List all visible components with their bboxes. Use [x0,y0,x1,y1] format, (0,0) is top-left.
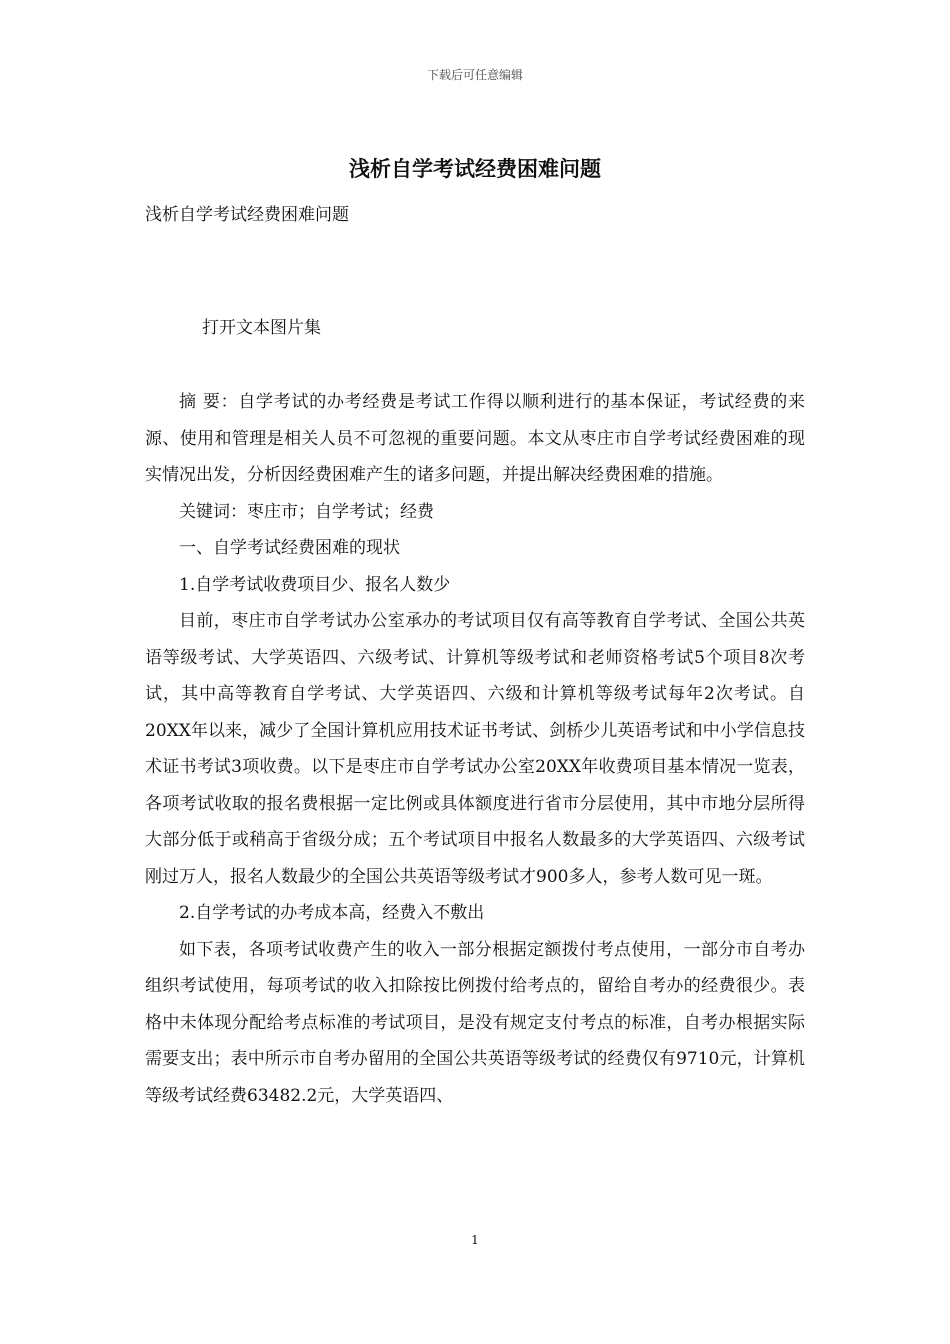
document-subtitle: 浅析自学考试经费困难问题 [145,205,349,225]
body-paragraph: 如下表，各项考试收费产生的收入一部分根据定额拨付考点使用，一部分市自考办组织考试使用，每项考试的收入扣除按比例拨付给考点的，留给自考办的经费很少。表格中未体现分配给考点标准的考试项目，是没有规定支付考点的标准，自考办根据实际需要支出；表中所示市自考办留用的全国公共英语等级考试的经费仅有9710元，计算机等级考试经费63482.2元，大学英语四、 [145,939,805,1106]
keywords-paragraph: 关键词：枣庄市；自学考试；经费 [179,501,434,522]
body-paragraph: 目前，枣庄市自学考试办公室承办的考试项目仅有高等教育自学考试、全国公共英语等级考试、大学英语四、六级考试、计算机等级考试和老师资格考试5个项目8次考试，其中高等教育自学考试、大学英语四、六级和计算机等级考试每年2次考试。自20XX年以来，减少了全国计算机应用技术证书考试、剑桥少儿英语考试和中小学信息技术证书考试3项收费。以下是枣庄市自学考试办公室20XX年收费项目基本情况一览表，各项考试收取的报名费根据一定比例或具体额度进行省市分层使用，其中市地分层所得大部分低于或稍高于省级分成；五个考试项目中报名人数最多的大学英语四、六级考试刚过万人，报名人数最少的全国公共英语等级考试才900多人，参考人数可见一斑。 [145,611,805,887]
abstract-paragraph: 摘 要：自学考试的办考经费是考试工作得以顺利进行的基本保证，考试经费的来源、使用和管理是相关人员不可忽视的重要问题。本文从枣庄市自学考试经费困难的现实情况出发，分析因经费困难产生的诸多问题，并提出解决经费困难的措施。 [145,392,805,485]
page-header-note: 下载后可任意编辑 [426,68,523,82]
page-number: 1 [471,1233,479,1247]
subsection-heading-1-1: 1.自学考试收费项目少、报名人数少 [179,574,451,595]
document-title: 浅析自学考试经费困难问题 [349,156,601,181]
open-image-set-link[interactable]: 打开文本图片集 [202,318,321,338]
document-body [145,384,805,1114]
section-heading-1: 一、自学考试经费困难的现状 [179,538,400,558]
subsection-heading-1-2: 2.自学考试的办考成本高，经费入不敷出 [179,903,485,923]
